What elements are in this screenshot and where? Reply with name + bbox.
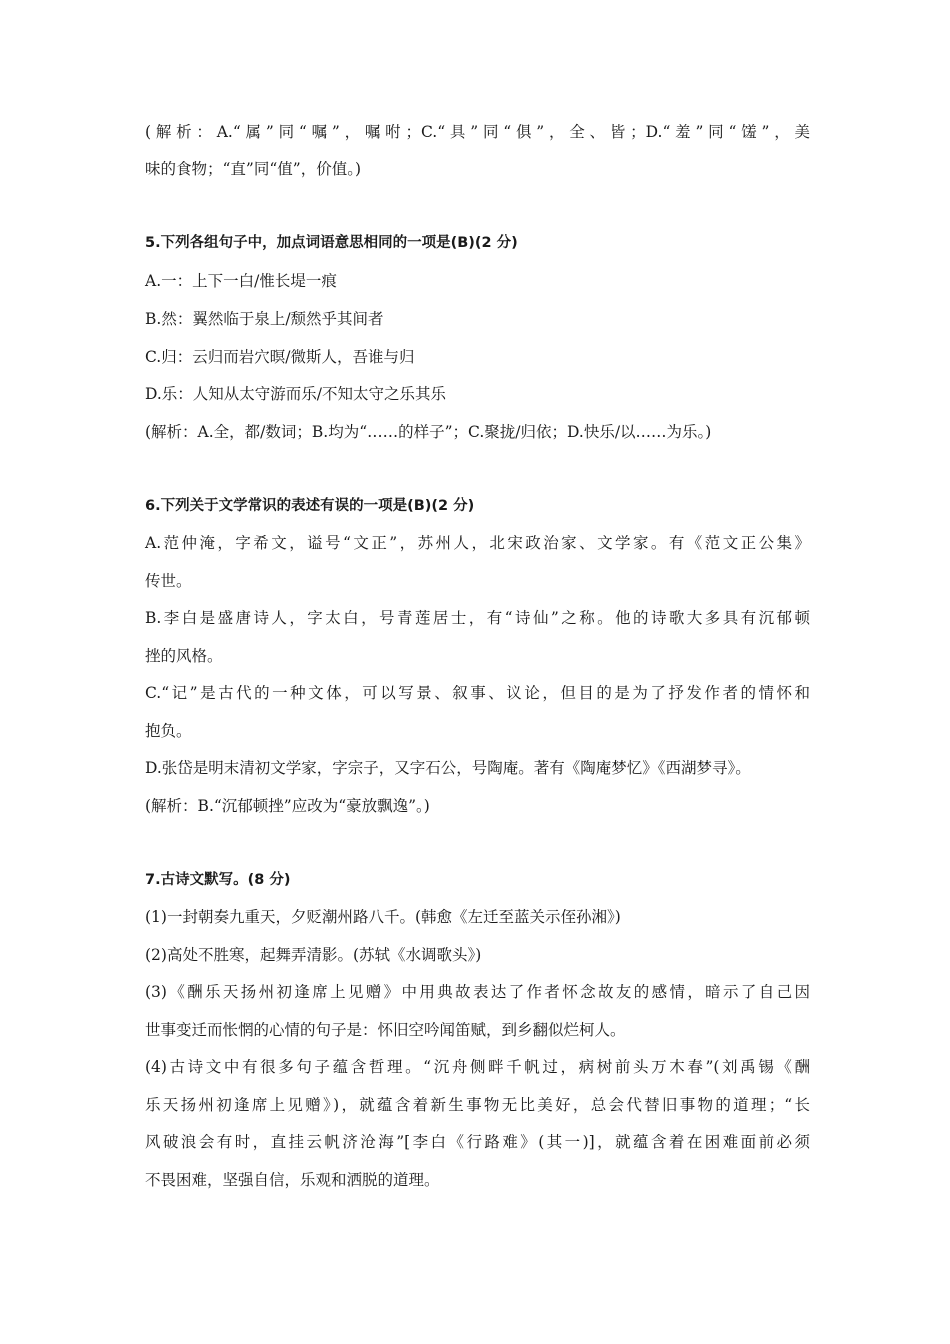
analysis-line: (解析：A.“属”同“嘱”，嘱咐；C.“具”同“俱”，全、皆；D.“羞”同“馐”，美 bbox=[145, 123, 810, 141]
option-d: D.乐：人知从太守游而乐/不知太守之乐其乐 bbox=[145, 385, 447, 403]
option-c: C.“记”是古代的一种文体，可以写景、叙事、议论，但目的是为了抒发作者的情怀和 bbox=[145, 684, 810, 702]
question-5-heading: 5.下列各组句子中，加点词语意思相同的一项是(B)(2 分) bbox=[145, 235, 518, 251]
analysis-line: 味的食物；“直”同“值”，价值。) bbox=[145, 160, 361, 178]
question-6-heading: 6.下列关于文学常识的表述有误的一项是(B)(2 分) bbox=[145, 498, 475, 514]
option-a-continued: 传世。 bbox=[145, 572, 192, 590]
option-a: A.范仲淹，字希文，谥号“文正”，苏州人，北宋政治家、文学家。有《范文正公集》 bbox=[145, 534, 810, 552]
option-c: C.归：云归而岩穴暝/微斯人，吾谁与归 bbox=[145, 348, 415, 366]
item-4-continued: 不畏困难，坚强自信，乐观和洒脱的道理。 bbox=[145, 1171, 440, 1189]
item-2: (2)高处不胜寒，起舞弄清影。(苏轼《水调歌头》) bbox=[145, 946, 482, 964]
option-d: D.张岱是明末清初文学家，字宗子，又字石公，号陶庵。著有《陶庵梦忆》《西湖梦寻》。 bbox=[145, 759, 751, 777]
item-3: (3)《酬乐天扬州初逢席上见赠》中用典故表达了作者怀念故友的感情，暗示了自己因 bbox=[145, 983, 810, 1001]
option-b-continued: 挫的风格。 bbox=[145, 647, 223, 665]
item-1: (1)一封朝奏九重天，夕贬潮州路八千。(韩愈《左迁至蓝关示侄孙湘》) bbox=[145, 908, 621, 926]
question-7-heading: 7.古诗文默写。(8 分) bbox=[145, 872, 291, 888]
analysis-line: (解析：A.全，都/数词；B.均为“……的样子”；C.聚拢/归依；D.快乐/以……为乐。) bbox=[145, 423, 712, 441]
item-4-continued: 乐天扬州初逢席上见赠》)，就蕴含着新生事物无比美好，总会代替旧事物的道理；“长 bbox=[145, 1096, 810, 1114]
option-a: A.一：上下一白/惟长堤一痕 bbox=[145, 272, 337, 290]
option-c-continued: 抱负。 bbox=[145, 722, 192, 740]
analysis-line: (解析：B.“沉郁顿挫”应改为“豪放飘逸”。) bbox=[145, 797, 430, 815]
item-4: (4)古诗文中有很多句子蕴含哲理。“沉舟侧畔千帆过，病树前头万木春”(刘禹锡《酬 bbox=[145, 1058, 810, 1076]
item-4-continued: 风破浪会有时，直挂云帆济沧海”[李白《行路难》(其一)]，就蕴含着在困难面前必须 bbox=[145, 1133, 810, 1151]
item-3-continued: 世事变迁而怅惘的心情的句子是：怀旧空吟闻笛赋，到乡翻似烂柯人。 bbox=[145, 1021, 626, 1039]
option-b: B.李白是盛唐诗人，字太白，号青莲居士，有“诗仙”之称。他的诗歌大多具有沉郁顿 bbox=[145, 609, 810, 627]
option-b: B.然：翼然临于泉上/颓然乎其间者 bbox=[145, 310, 384, 328]
